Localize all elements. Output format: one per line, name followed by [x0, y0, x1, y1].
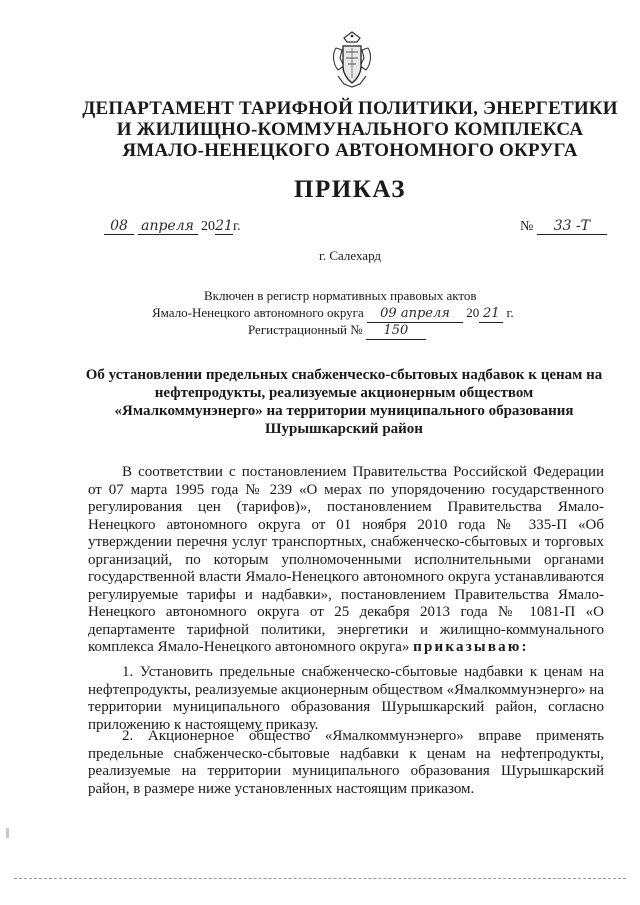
registry-number: 150	[366, 322, 426, 340]
registry-year: 21	[479, 305, 503, 323]
order-subject	[84, 366, 604, 438]
date-day: 08	[104, 218, 134, 235]
subject-line-4: Шурышкарский район	[265, 421, 423, 437]
department-title-line-2: И ЖИЛИЩНО-КОММУНАЛЬНОГО КОМПЛЕКСА	[116, 119, 584, 140]
registry-year-prefix: 20	[466, 305, 480, 320]
order-date	[104, 218, 241, 235]
number-value: 33 -Т	[537, 218, 607, 235]
order-number	[520, 218, 607, 235]
subject-line-2: нефтепродукты, реализуемые акционерным обществом	[154, 385, 534, 401]
department-title-line-1: ДЕПАРТАМЕНТ ТАРИФНОЙ ПОЛИТИКИ, ЭНЕРГЕТИКИ	[82, 98, 618, 119]
order-item-1-text: 1. Установить предельные снабженческо-сбытовые надбавки к ценам на нефтепродукты, реализуемые акционерным обществом «Ямалкоммунэнерго» на территории муниципального образования Шурышкарский район, согласно приложению к настоящему приказу.	[88, 664, 604, 733]
registry-line-2-prefix: Ямало-Ненецкого автономного округа	[152, 305, 364, 320]
date-month: апреля	[138, 218, 198, 235]
order-item-2-text: 2. Акционерное общество «Ямалкоммунэнерго» вправе применять предельные снабженческо-сбытовые надбавки к ценам на нефтепродукты, реализуемые на территории муниципального образования Шурышкарский район, в размере ниже установленных настоящим приказом.	[88, 728, 604, 797]
date-year-suffix: 21	[215, 218, 233, 234]
date-g: г.	[233, 219, 241, 234]
preamble-text: В соответствии с постановлением Правительства Российской Федерации от 07 марта 1995 года № 239 «О мерах по упорядочению государственного регулирования цен (тарифов)», постановлением Правительства Ямало-Ненецкого автономного округа от 01 ноября 2010 года № 335-П «Об утверждении перечня услуг транспортных, снабженческо-сбытовых и торговых организаций, по которым уполномоченными исполнительными органами государственной власти Ямало-Ненецкого автономного округа устанавливаются регулируемые тарифы и надбавки», постановлением Правительства Ямало-Ненецкого автономного округа от 25 декабря 2013 года № 1081-П «О департаменте тарифной политики, энергетики и жилищно-коммунального комплекса Ямало-Ненецкого автономного округа»	[88, 464, 604, 655]
margin-mark	[6, 828, 9, 838]
subject-line-3: «Ямалкоммунэнерго» на территории муниципального образования	[114, 403, 574, 419]
number-label: №	[520, 219, 534, 234]
department-title-line-3: ЯМАЛО-НЕНЕЦКОГО АВТОНОМНОГО ОКРУГА	[122, 140, 578, 161]
date-year-prefix: 20	[201, 219, 215, 234]
preamble	[88, 464, 604, 657]
coat-of-arms-emblem-icon	[330, 30, 374, 90]
registry-year-suffix: г.	[506, 305, 514, 320]
document-type-title: ПРИКАЗ	[294, 176, 406, 203]
order-item-2	[88, 728, 604, 798]
city: г. Салехард	[318, 248, 382, 263]
registry-date: 09 апреля	[367, 305, 463, 323]
subject-line-1: Об установлении предельных снабженческо-сбытовых надбавок к ценам на	[85, 367, 603, 383]
order-word: приказываю:	[413, 639, 529, 655]
order-item-1	[88, 664, 604, 734]
registry-number-label: Регистрационный №	[248, 322, 363, 337]
registry-line-3	[248, 321, 426, 340]
registry-line-1: Включен в регистр нормативных правовых актов	[204, 288, 477, 303]
page-bottom-border	[14, 878, 626, 879]
